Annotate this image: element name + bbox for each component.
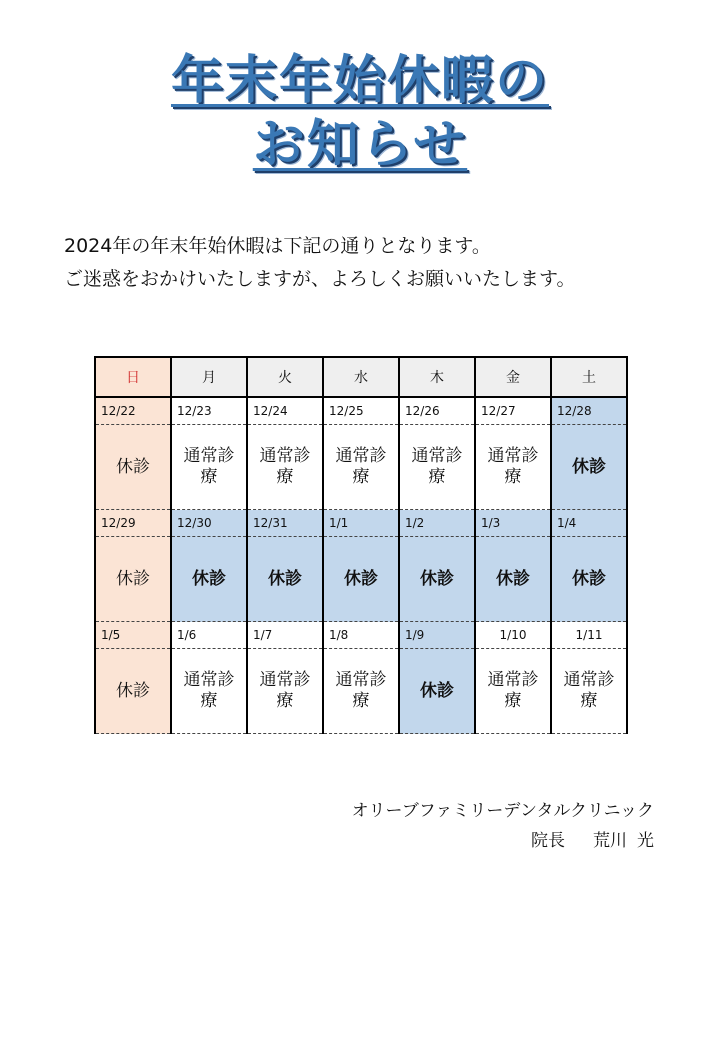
status-cell: 休診 (171, 537, 247, 622)
intro-text (64, 230, 684, 296)
status-cell (551, 649, 627, 734)
status-cell (171, 649, 247, 734)
intro-line-1: 2024年の年末年始休暇は下記の通りとなります。 (64, 235, 491, 257)
status-cell (475, 649, 551, 734)
director-name-row (352, 826, 654, 856)
director-surname: 荒川 (593, 831, 627, 851)
status-cell (171, 425, 247, 510)
date-cell: 12/24 (247, 397, 323, 425)
status-cell: 休診 (551, 537, 627, 622)
status-cell: 休診 (475, 537, 551, 622)
date-cell: 1/5 (95, 622, 171, 649)
date-cell: 1/6 (171, 622, 247, 649)
week3-date-row (95, 622, 627, 649)
status-text: 通常診療 (487, 670, 539, 711)
signature (352, 796, 654, 856)
date-cell: 12/25 (323, 397, 399, 425)
week2-date-row (95, 510, 627, 537)
date-cell: 1/8 (323, 622, 399, 649)
status-cell: 休診 (323, 537, 399, 622)
director-given-name: 光 (637, 831, 654, 851)
status-cell: 休診 (399, 649, 475, 734)
date-cell: 12/26 (399, 397, 475, 425)
date-cell: 1/9 (399, 622, 475, 649)
intro-line-2: ご迷惑をおかけいたしますが、よろしくお願いいたします。 (64, 268, 576, 290)
weekday-tue: 火 (247, 357, 323, 397)
status-cell (247, 649, 323, 734)
status-cell (399, 425, 475, 510)
status-cell: 休診 (95, 425, 171, 510)
weekday-sat: 土 (551, 357, 627, 397)
date-cell: 1/10 (475, 622, 551, 649)
date-cell: 12/22 (95, 397, 171, 425)
notice-title (0, 52, 720, 174)
clinic-name: オリーブファミリーデンタルクリニック (351, 801, 654, 821)
status-text: 通常診療 (183, 446, 235, 487)
date-cell: 1/4 (551, 510, 627, 537)
week1-status-row (95, 425, 627, 510)
week2-status-row (95, 537, 627, 622)
weekday-mon: 月 (171, 357, 247, 397)
date-cell: 1/1 (323, 510, 399, 537)
status-text: 通常診療 (411, 446, 463, 487)
status-text: 通常診療 (183, 670, 235, 711)
status-text: 通常診療 (259, 446, 311, 487)
status-cell: 休診 (399, 537, 475, 622)
status-text: 通常診療 (487, 446, 539, 487)
week3-status-row (95, 649, 627, 734)
status-cell (323, 425, 399, 510)
date-cell: 1/11 (551, 622, 627, 649)
weekday-thu: 木 (399, 357, 475, 397)
status-cell: 休診 (247, 537, 323, 622)
status-cell (247, 425, 323, 510)
director-role: 院長 (531, 831, 565, 851)
date-cell: 12/28 (551, 397, 627, 425)
week1-date-row (95, 397, 627, 425)
weekday-fri: 金 (475, 357, 551, 397)
weekday-header-row (95, 357, 627, 397)
status-text: 通常診療 (259, 670, 311, 711)
status-cell: 休診 (95, 537, 171, 622)
status-text: 通常診療 (335, 446, 387, 487)
status-cell (475, 425, 551, 510)
weekday-sun: 日 (95, 357, 171, 397)
weekday-wed: 水 (323, 357, 399, 397)
date-cell: 1/7 (247, 622, 323, 649)
date-cell: 12/23 (171, 397, 247, 425)
date-cell: 12/30 (171, 510, 247, 537)
title-line-2: お知らせ (252, 115, 468, 175)
date-cell: 12/29 (95, 510, 171, 537)
status-cell: 休診 (95, 649, 171, 734)
date-cell: 12/31 (247, 510, 323, 537)
date-cell: 1/3 (475, 510, 551, 537)
status-cell: 休診 (551, 425, 627, 510)
date-cell: 1/2 (399, 510, 475, 537)
title-line-1: 年末年始休暇の (170, 51, 549, 111)
status-text: 通常診療 (335, 670, 387, 711)
status-text: 通常診療 (563, 670, 615, 711)
date-cell: 12/27 (475, 397, 551, 425)
holiday-calendar (94, 356, 628, 734)
status-cell (323, 649, 399, 734)
